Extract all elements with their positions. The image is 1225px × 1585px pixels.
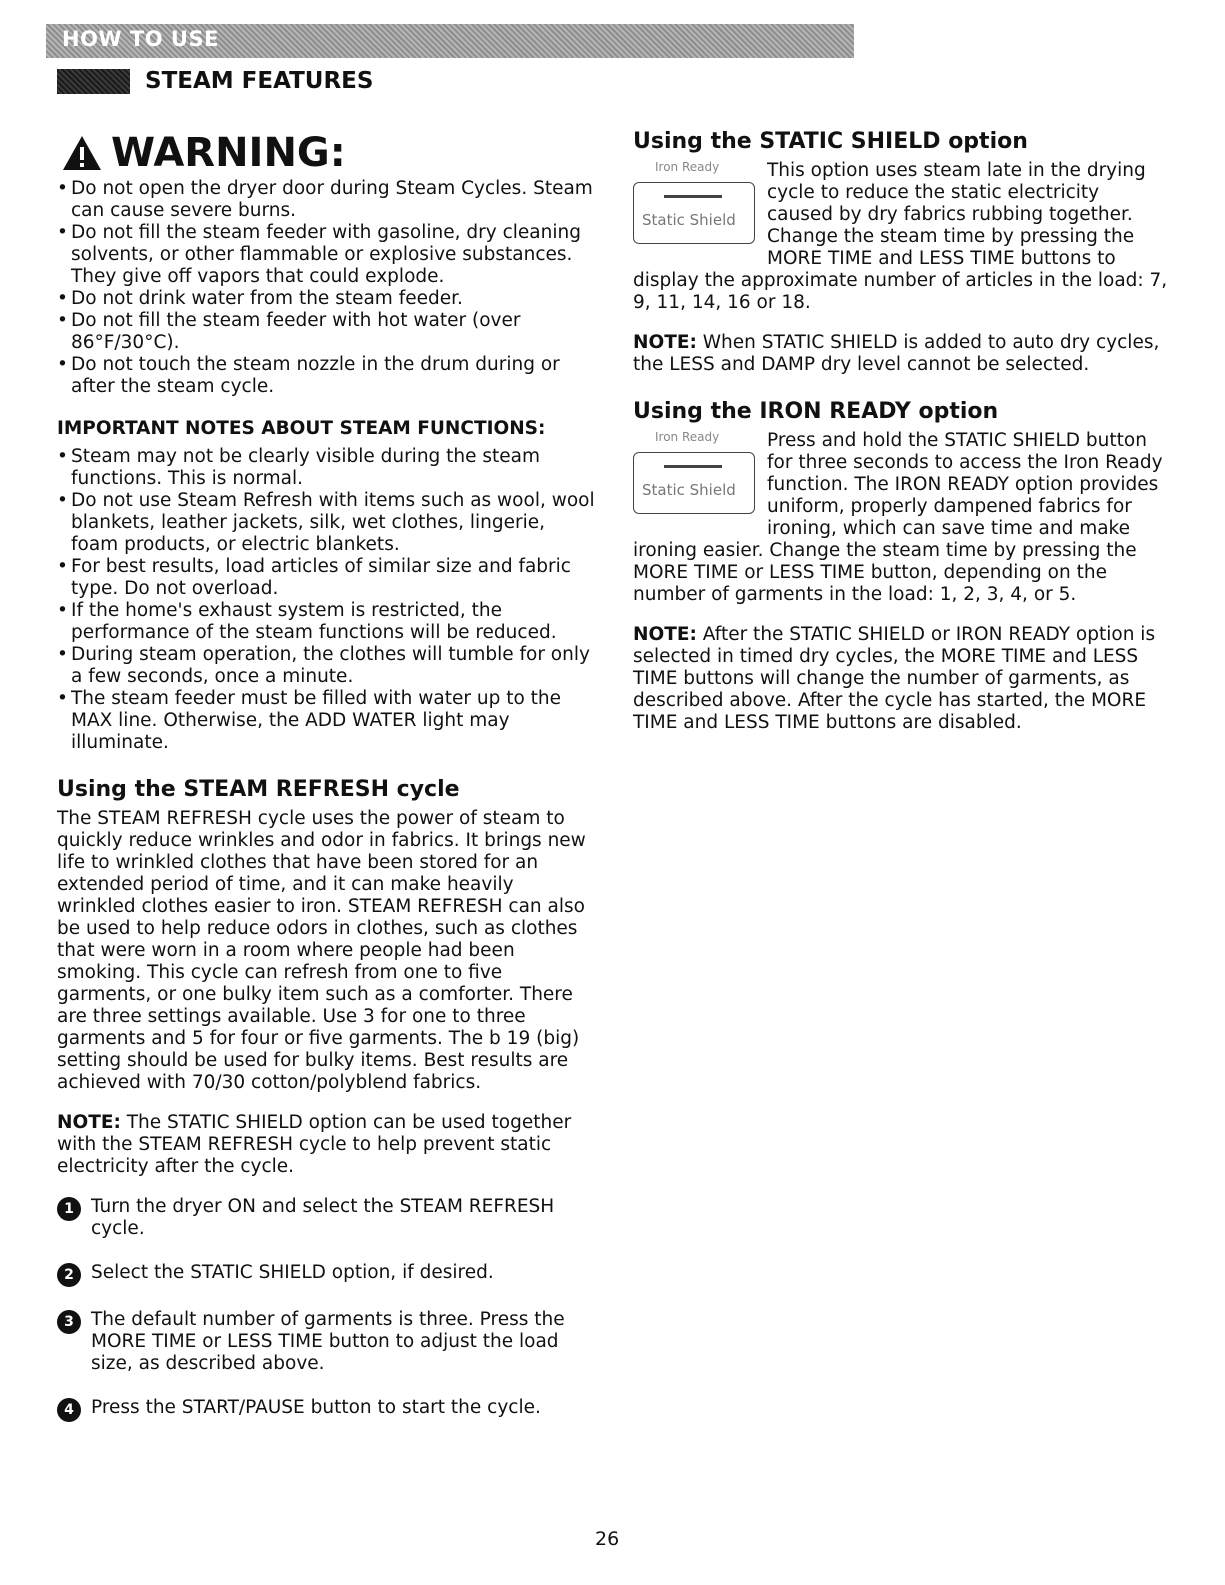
section-marker-block: [57, 69, 130, 94]
static-shield-button-illustration: [633, 182, 755, 244]
section-header-bar: [46, 24, 854, 58]
iron-ready-section: [633, 430, 1168, 606]
step-number-icon: 1: [57, 1197, 81, 1221]
list-item: • Do not fill the steam feeder with hot water (over 86°F/30°C).: [57, 310, 597, 354]
steam-refresh-heading: Using the STEAM REFRESH cycle: [57, 777, 460, 802]
control-panel-illustration: [633, 430, 761, 526]
warning-list: [57, 178, 597, 398]
steam-refresh-steps: [57, 1196, 597, 1422]
static-shield-button-illustration: [633, 452, 755, 514]
list-item: • The steam feeder must be filled with water up to the MAX line. Otherwise, the ADD WATER light may illuminate.: [57, 688, 597, 754]
warning-title: WARNING:: [111, 130, 346, 176]
list-item: • Do not open the dryer door during Steam Cycles. Steam can cause severe burns.: [57, 178, 597, 222]
step-item: [57, 1196, 597, 1240]
note-text: The STATIC SHIELD option can be used together with the STEAM REFRESH cycle to help prevent static electricity after the cycle.: [57, 1112, 572, 1177]
static-shield-body: This option uses steam late in the drying cycle to reduce the static electricity caused by dry fabrics rubbing together. Change the steam time by pressing the MORE TIME and LESS TIME buttons to display the approximate number of articles in the load: 7, 9, 11, 14, 16 or 18.: [633, 160, 1168, 313]
step-number-icon: 4: [57, 1398, 81, 1422]
steam-refresh-note: [57, 1112, 597, 1178]
warning-triangle-icon: [61, 134, 103, 172]
static-shield-heading: Using the STATIC SHIELD option: [633, 129, 1028, 154]
step-text: The default number of garments is three. Press the MORE TIME or LESS TIME button to adjust the load size, as described above.: [91, 1309, 565, 1374]
list-item: • If the home's exhaust system is restricted, the performance of the steam functions will be reduced.: [57, 600, 597, 644]
iron-ready-note: [633, 624, 1168, 734]
control-panel-illustration: [633, 160, 761, 256]
left-column: [57, 130, 597, 1444]
page-title: STEAM FEATURES: [145, 68, 374, 94]
list-item: • For best results, load articles of similar size and fabric type. Do not overload.: [57, 556, 597, 600]
step-number-icon: 3: [57, 1310, 81, 1334]
iron-ready-panel-label: Iron Ready: [655, 160, 720, 174]
list-item: • Do not touch the steam nozzle in the drum during or after the steam cycle.: [57, 354, 597, 398]
note-label: NOTE:: [633, 624, 697, 645]
step-item: [57, 1262, 597, 1287]
section-header-label: HOW TO USE: [62, 27, 219, 51]
step-text: Press the START/PAUSE button to start the cycle.: [91, 1397, 541, 1418]
list-item: • Do not fill the steam feeder with gasoline, dry cleaning solvents, or other flammable or explosive substances. They give off vapors that could explode.: [57, 222, 597, 288]
step-item: [57, 1309, 597, 1375]
list-item: • Do not drink water from the steam feeder.: [57, 288, 597, 310]
iron-ready-panel-label: Iron Ready: [655, 430, 720, 444]
important-notes-heading: IMPORTANT NOTES ABOUT STEAM FUNCTIONS:: [57, 418, 546, 439]
iron-ready-heading: Using the IRON READY option: [633, 399, 999, 424]
static-shield-section: [633, 160, 1168, 314]
note-label: NOTE:: [57, 1112, 121, 1133]
static-shield-panel-label: Static Shield: [642, 211, 736, 229]
static-shield-panel-label: Static Shield: [642, 481, 736, 499]
note-label: NOTE:: [633, 332, 697, 353]
important-notes-list: [57, 446, 597, 754]
list-item: • Do not use Steam Refresh with items such as wool, wool blankets, leather jackets, silk, wet clothes, lingerie, foam products, or electric blankets.: [57, 490, 597, 556]
steam-refresh-body: The STEAM REFRESH cycle uses the power of steam to quickly reduce wrinkles and odor in fabrics. It brings new life to wrinkled clothes that have been stored for an extended period of time, and it can make heavily wrinkled clothes easier to iron. STEAM REFRESH can also be used to help reduce odors in clothes, such as clothes that were worn in a room where people had been smoking. This cycle can refresh from one to five garments, or one bulky item such as a comforter. There are three settings available. Use 3 for one to three garments and 5 for four or five garments. The b 19 (big) setting should be used for bulky items. Best results are achieved with 70/30 cotton/polyblend fabrics.: [57, 808, 586, 1093]
note-text: After the STATIC SHIELD or IRON READY option is selected in timed dry cycles, the MORE TIME and LESS TIME buttons will change the number of garments, as described above. After the cycle has started, the MORE TIME and LESS TIME buttons are disabled.: [633, 624, 1156, 733]
indicator-light-icon: [664, 195, 722, 198]
indicator-light-icon: [664, 465, 722, 468]
note-text: When STATIC SHIELD is added to auto dry cycles, the LESS and DAMP dry level cannot be selected.: [633, 332, 1160, 375]
iron-ready-body: Press and hold the STATIC SHIELD button for three seconds to access the Iron Ready function. The IRON READY option provides uniform, properly dampened fabrics for ironing, which can save time and make ironing easier. Change the steam time by pressing the MORE TIME or LESS TIME button, depending on the number of garments in the load: 1, 2, 3, 4, or 5.: [633, 430, 1163, 605]
static-shield-note: [633, 332, 1168, 376]
page-number: 26: [595, 1528, 620, 1550]
list-item: • Steam may not be clearly visible during the steam functions. This is normal.: [57, 446, 597, 490]
step-text: Select the STATIC SHIELD option, if desired.: [91, 1262, 494, 1283]
step-text: Turn the dryer ON and select the STEAM REFRESH cycle.: [91, 1196, 555, 1239]
list-item: • During steam operation, the clothes will tumble for only a few seconds, once a minute.: [57, 644, 597, 688]
right-column: [633, 128, 1168, 734]
step-number-icon: 2: [57, 1263, 81, 1287]
warning-heading: [61, 130, 597, 176]
step-item: [57, 1397, 597, 1422]
